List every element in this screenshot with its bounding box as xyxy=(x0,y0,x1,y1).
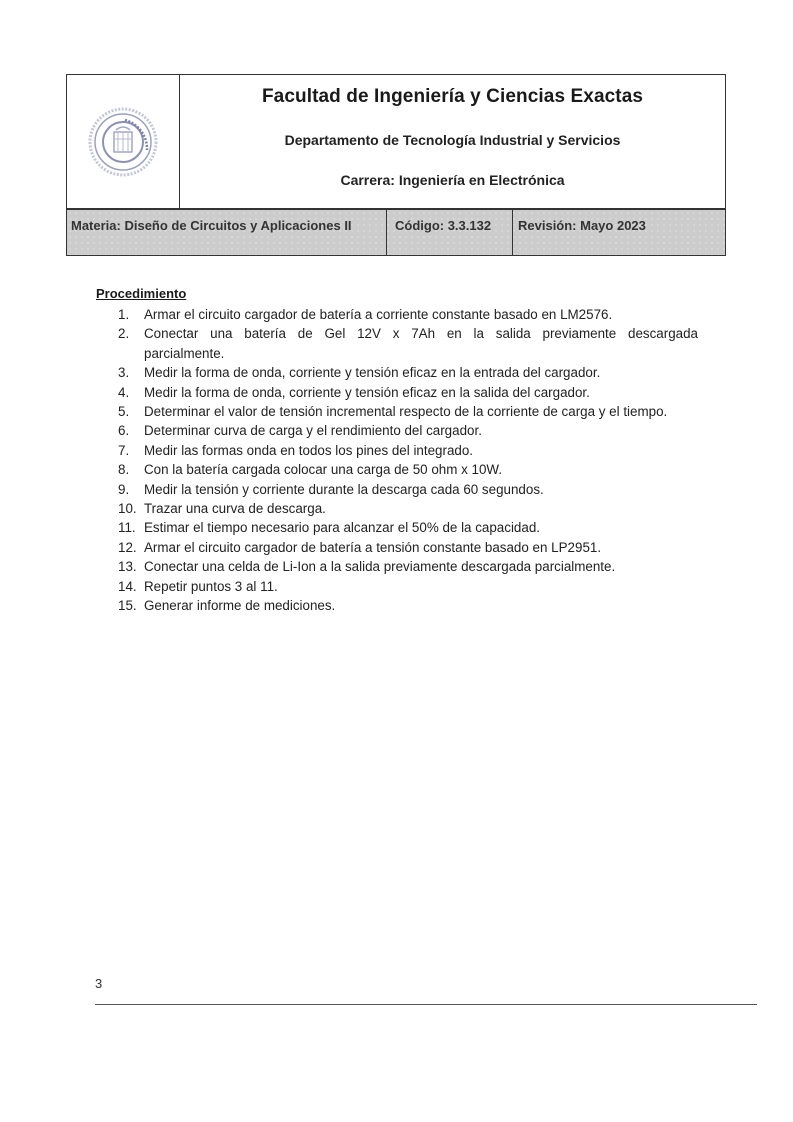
step-text: Medir la tensión y corriente durante la descarga cada 60 segundos. xyxy=(144,481,544,497)
step-text: Armar el circuito cargador de batería a tensión constante basado en LP2951. xyxy=(144,539,602,555)
step-text-continuation: parcialmente. xyxy=(144,345,225,361)
header-meta-row xyxy=(67,210,725,255)
procedure-step xyxy=(118,557,698,576)
department-title: Departamento de Tecnología Industrial y Servicios xyxy=(284,132,621,148)
step-text: Conectar una batería de Gel 12V x 7Ah en la salida previamente descargada xyxy=(144,326,698,342)
step-text: Trazar una curva de descarga. xyxy=(144,501,326,517)
step-number: 14. xyxy=(118,578,137,594)
step-text: Con la batería cargada colocar una carga de 50 ohm x 10W. xyxy=(144,462,503,478)
footer-divider xyxy=(95,1004,757,1005)
title-cell xyxy=(180,75,725,208)
step-number: 12. xyxy=(118,539,137,555)
procedure-step xyxy=(118,596,698,615)
step-number: 2. xyxy=(118,326,130,342)
procedure-step xyxy=(118,518,698,537)
step-text: Medir las formas onda en todos los pines del integrado. xyxy=(144,442,474,458)
step-number: 7. xyxy=(118,442,130,458)
step-text: Conectar una celda de Li-Ion a la salida previamente descargada parcialmente. xyxy=(144,559,616,575)
step-number: 6. xyxy=(118,423,130,439)
step-text: Generar informe de mediciones. xyxy=(144,598,336,614)
procedure-step xyxy=(118,383,698,402)
university-seal-icon xyxy=(87,106,159,178)
procedure-step xyxy=(118,363,698,382)
step-number: 10. xyxy=(118,501,137,517)
step-text: Medir la forma de onda, corriente y tensión eficaz en la entrada del cargador. xyxy=(144,365,601,381)
procedure-step xyxy=(118,538,698,557)
step-number: 3. xyxy=(118,365,130,381)
step-text: Armar el circuito cargador de batería a corriente constante basado en LM2576. xyxy=(144,307,613,322)
procedure-step xyxy=(118,305,698,324)
step-text: Repetir puntos 3 al 11. xyxy=(144,578,278,594)
step-number: 4. xyxy=(118,384,130,400)
procedure-step xyxy=(118,402,698,421)
procedure-step xyxy=(118,421,698,440)
step-number: 5. xyxy=(118,404,130,420)
page-number: 3 xyxy=(95,976,103,991)
document-header-table xyxy=(66,74,726,256)
code-cell: Código: 3.3.132 xyxy=(387,210,513,255)
subject-cell: Materia: Diseño de Circuitos y Aplicaciones II xyxy=(67,210,387,255)
procedure-step xyxy=(118,480,698,499)
step-text: Determinar curva de carga y el rendimiento del cargador. xyxy=(144,423,482,439)
step-text: Determinar el valor de tensión incremental respecto de la corriente de carga y el tiempo. xyxy=(144,404,668,420)
step-number: 8. xyxy=(118,462,130,478)
section-title: Procedimiento xyxy=(96,286,187,301)
procedure-step xyxy=(118,460,698,479)
procedure-step xyxy=(118,499,698,518)
procedure-step xyxy=(118,577,698,596)
logo-cell xyxy=(67,75,180,208)
procedure-step xyxy=(118,324,698,363)
step-number: 11. xyxy=(118,520,136,536)
step-number: 1. xyxy=(118,307,130,322)
step-number: 15. xyxy=(118,598,137,614)
procedure-step xyxy=(118,441,698,460)
revision-cell: Revisión: Mayo 2023 xyxy=(518,218,646,233)
step-text: Medir la forma de onda, corriente y tensión eficaz en la salida del cargador. xyxy=(144,384,590,400)
step-text: Estimar el tiempo necesario para alcanzar el 50% de la capacidad. xyxy=(144,520,540,536)
step-number: 13. xyxy=(118,559,137,575)
procedure-list xyxy=(118,305,698,616)
header-top-row xyxy=(67,75,725,210)
faculty-title: Facultad de Ingeniería y Ciencias Exactas xyxy=(261,86,644,107)
step-number: 9. xyxy=(118,481,130,497)
career-title: Carrera: Ingeniería en Electrónica xyxy=(340,172,565,188)
